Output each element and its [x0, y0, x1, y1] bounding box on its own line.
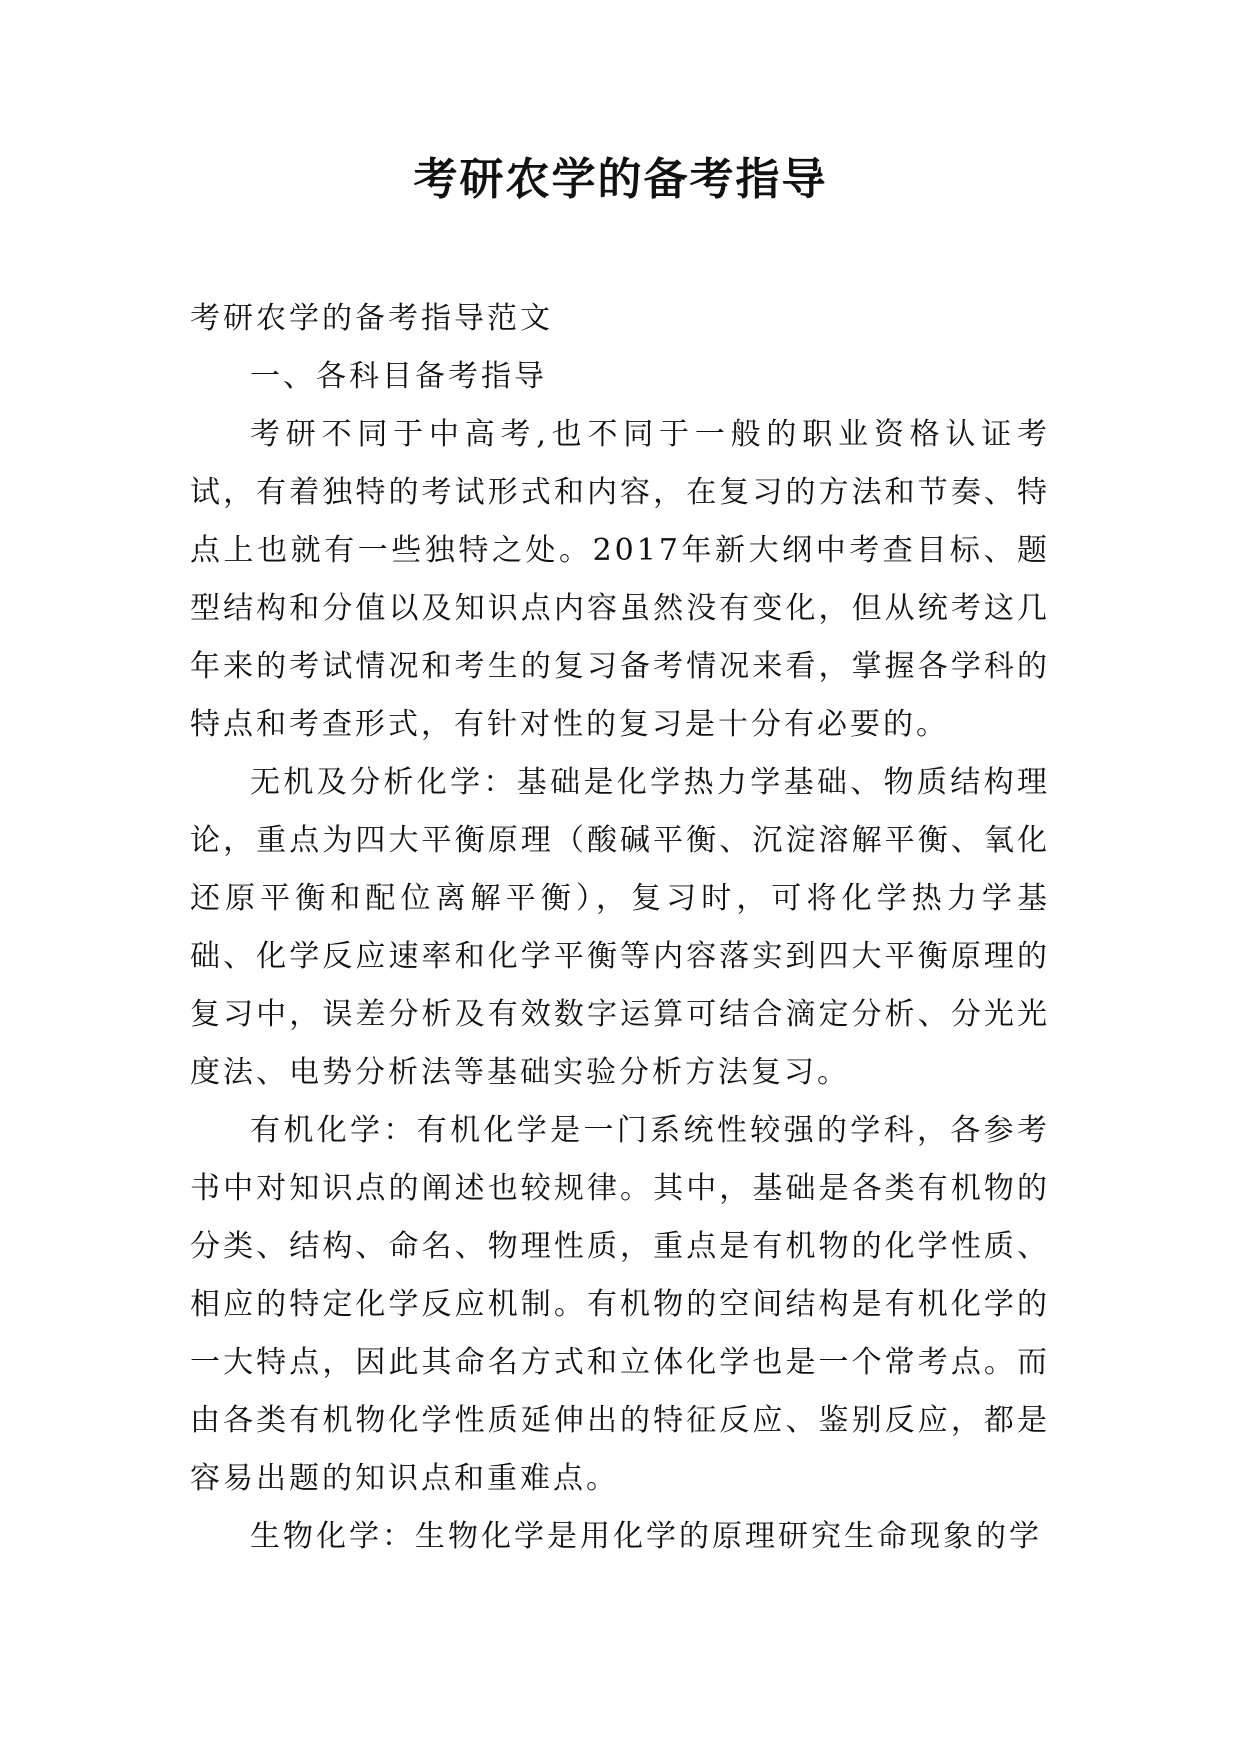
- paragraph: 无机及分析化学：基础是化学热力学基础、物质结构理论，重点为四大平衡原理（酸碱平衡、沉淀溶解平衡、氧化还原平衡和配位离解平衡），复习时，可将化学热力学基础、化学反应速率和化学平衡等内容落实到四大平衡原理的复习中，误差分析及有效数字运算可结合滴定分析、分光光度法、电势分析法等基础实验分析方法复习。: [190, 765, 1050, 1090]
- document-intro: 考研农学的备考指导范文: [190, 301, 553, 336]
- paragraph: 考研不同于中高考,也不同于一般的职业资格认证考试，有着独特的考试形式和内容，在复习的方法和节奏、特点上也就有一些独特之处。2017年新大纲中考查目标、题型结构和分值以及知识点内容虽然没有变化，但从统考这几年来的考试情况和考生的复习备考情况来看，掌握各学科的特点和考查形式，有针对性的复习是十分有必要的。: [190, 417, 1050, 742]
- section-heading: 一、各科目备考指导: [250, 359, 547, 394]
- document-title: 考研农学的备考指导: [413, 154, 828, 205]
- paragraph: 生物化学：生物化学是用化学的原理研究生命现象的学: [250, 1519, 1042, 1554]
- document-body: [190, 290, 1050, 1566]
- paragraph: 有机化学：有机化学是一门系统性较强的学科，各参考书中对知识点的阐述也较规律。其中，基础是各类有机物的分类、结构、命名、物理性质，重点是有机物的化学性质、相应的特定化学反应机制。有机物的空间结构是有机化学的一大特点，因此其命名方式和立体化学也是一个常考点。而由各类有机物化学性质延伸出的特征反应、鉴别反应，都是容易出题的知识点和重难点。: [190, 1113, 1050, 1496]
